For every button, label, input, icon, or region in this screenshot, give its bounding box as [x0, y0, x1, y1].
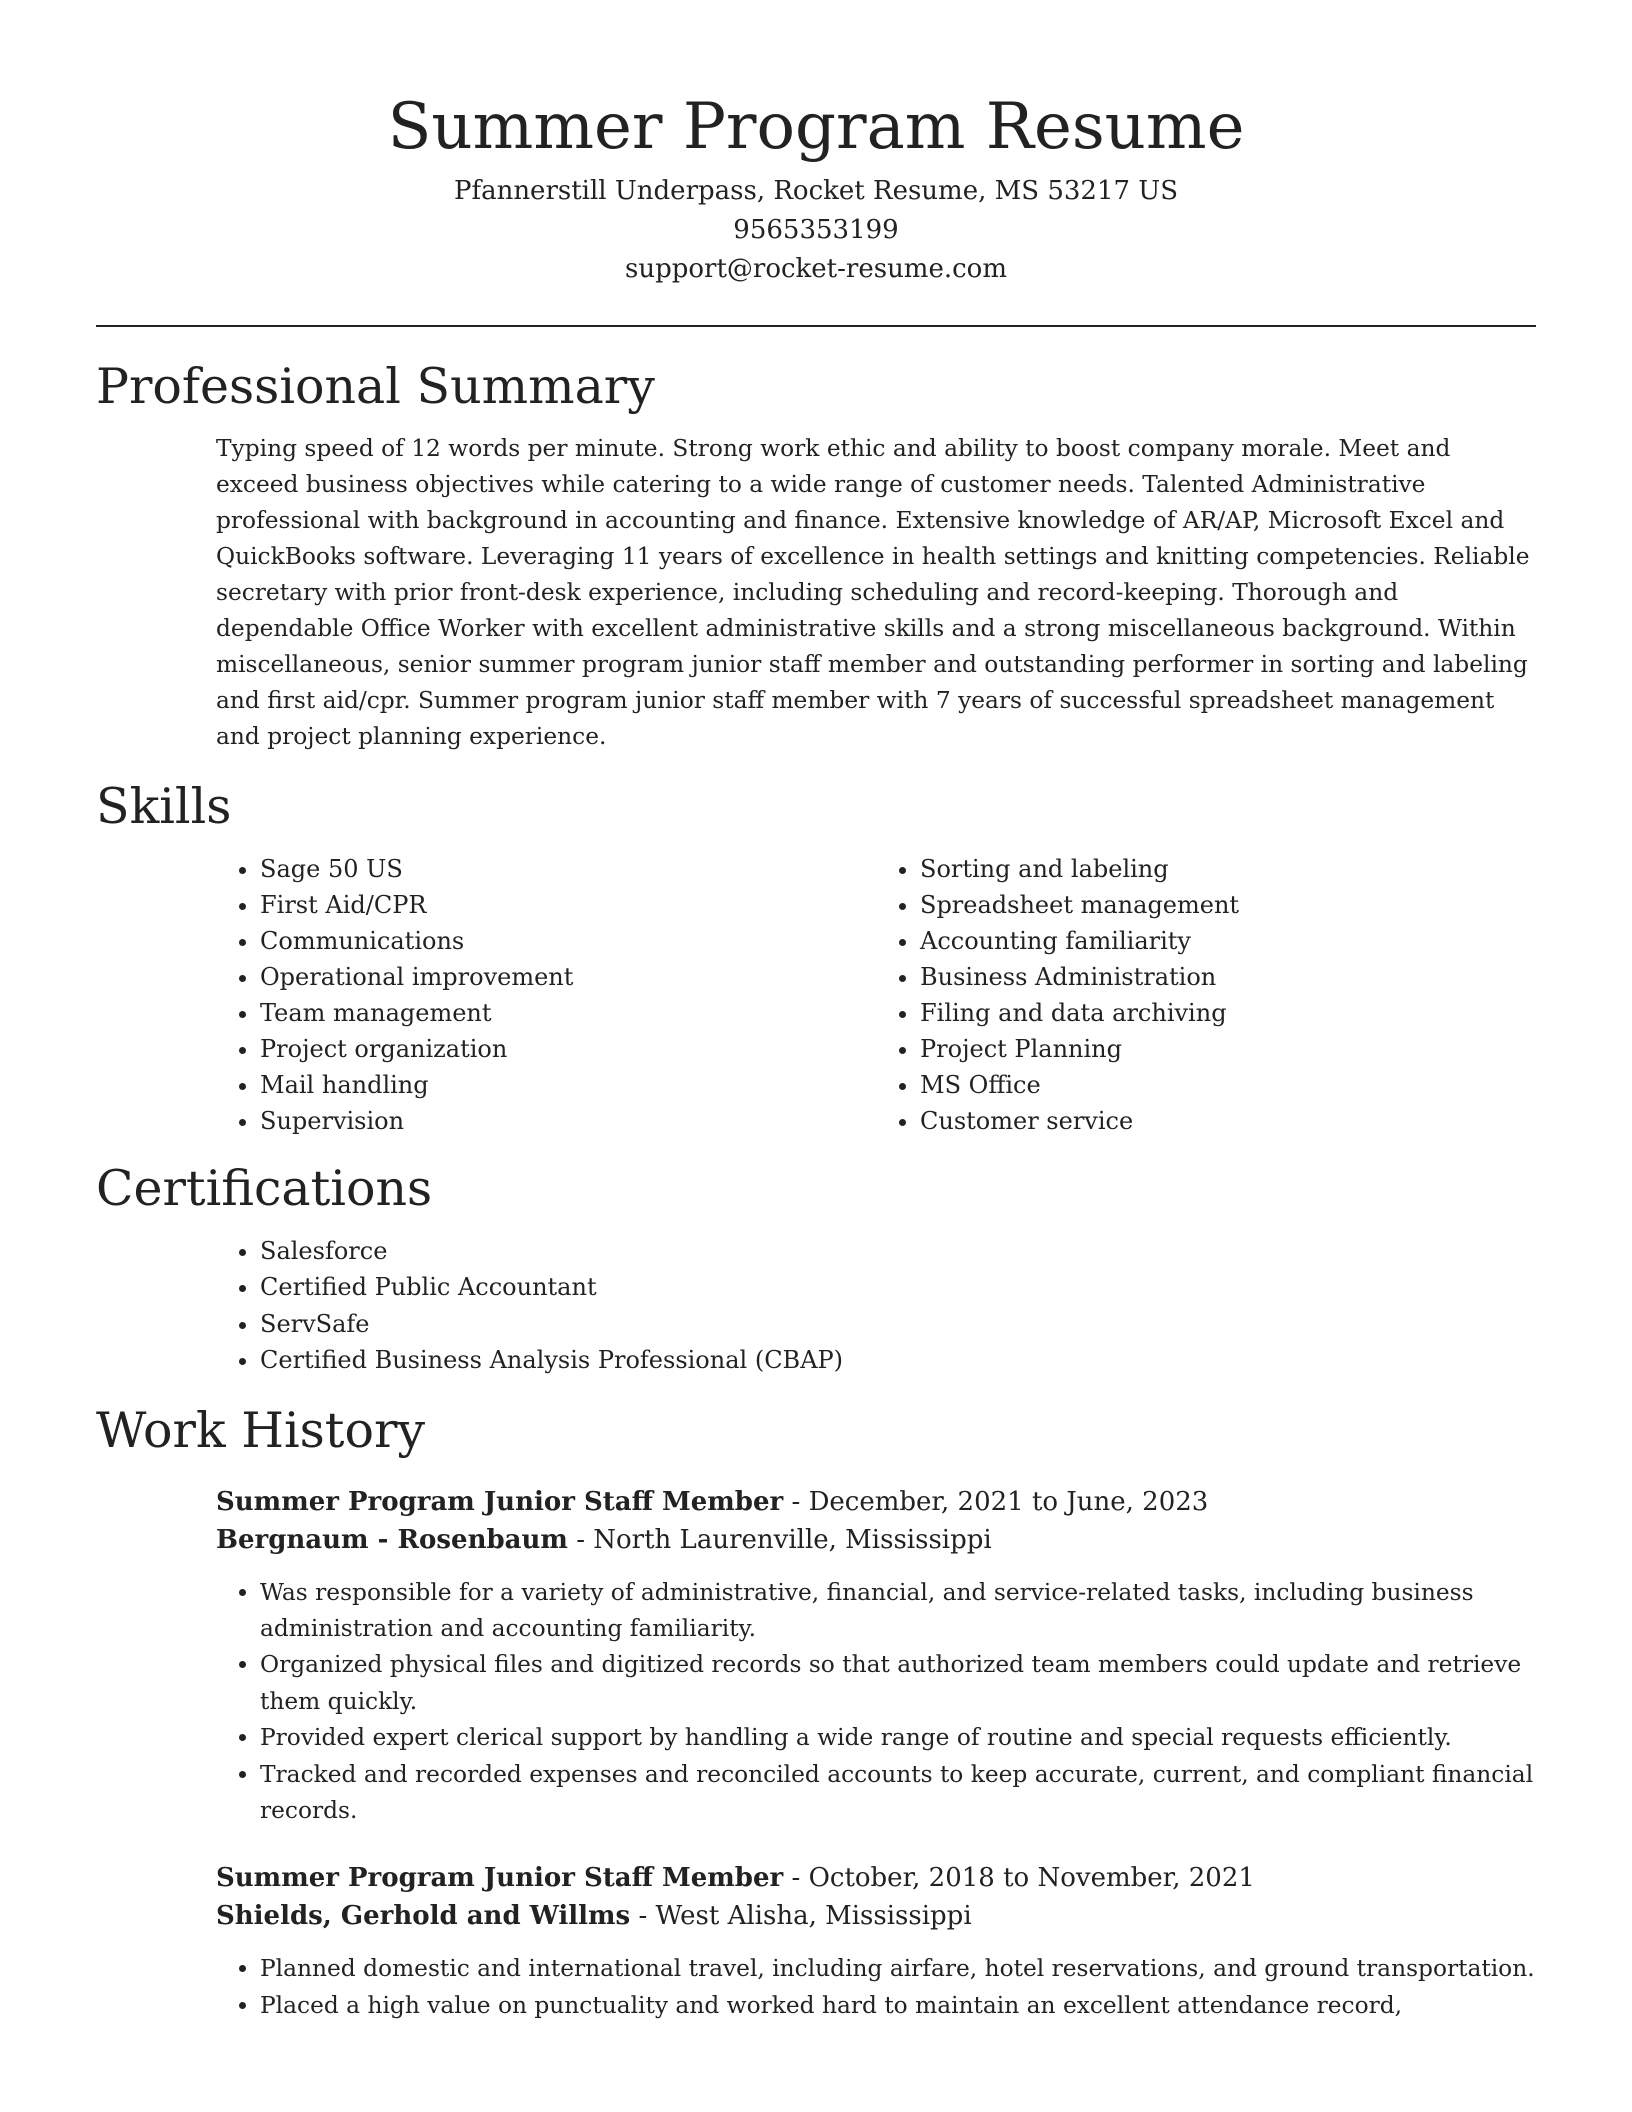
job-entry	[216, 1859, 1536, 2024]
list-item: • Certified Business Analysis Professional (CBAP)	[260, 1342, 1536, 1378]
job-company: Shields, Gerhold and Willms	[216, 1901, 631, 1932]
list-item: • Mail handling	[260, 1067, 876, 1103]
list-item: • First Aid/CPR	[260, 887, 876, 923]
header-divider	[96, 325, 1536, 327]
list-item: • Team management	[260, 995, 876, 1031]
list-item: • Business Administration	[920, 959, 1536, 995]
list-item: • Accounting familiarity	[920, 923, 1536, 959]
certifications-list	[216, 1233, 1536, 1379]
list-item: • Project Planning	[920, 1031, 1536, 1067]
list-item: • Communications	[260, 923, 876, 959]
list-item: • Provided expert clerical support by handling a wide range of routine and special requests efficiently.	[260, 1720, 1536, 1756]
skills-column-left	[216, 851, 876, 1139]
list-item: • Planned domestic and international travel, including airfare, hotel reservations, and ground transportation.	[260, 1951, 1536, 1987]
resume-title: Summer Program Resume	[387, 90, 1245, 164]
job-company-line: Shields, Gerhold and Willms - West Alisha, Mississippi	[216, 1901, 972, 1932]
summary-text: Typing speed of 12 words per minute. Strong work ethic and ability to boost company morale. Meet and exceed business objectives while catering to a wide range of customer needs. Talented Administrative professional with background in accounting and finance. Extensive knowledge of AR/AP, Microsoft Excel and QuickBooks software. Leveraging 11 years of excellence in health settings and knitting competencies. Reliable secretary with prior front-desk experience, including scheduling and record-keeping. Thorough and dependable Office Worker with excellent administrative skills and a strong miscellaneous background. Within miscellaneous, senior summer program junior staff member and outstanding performer in sorting and labeling and first aid/cpr. Summer program junior staff member with 7 years of successful spreadsheet management and project planning experience.	[216, 435, 1530, 750]
phone-number: 9565353199	[733, 215, 899, 245]
job-location: West Alisha, Mississippi	[655, 1901, 972, 1932]
job-company-line: Bergnaum - Rosenbaum - North Laurenville, Mississippi	[216, 1524, 992, 1555]
resume-header	[96, 0, 1536, 289]
skills-column-right	[876, 851, 1536, 1139]
list-item: • Operational improvement	[260, 959, 876, 995]
list-item: • Project organization	[260, 1031, 876, 1067]
list-item: • Placed a high value on punctuality and worked hard to maintain an excellent attendance record,	[260, 1988, 1536, 2024]
job-duties-list	[216, 1575, 1536, 1830]
list-item: • ServSafe	[260, 1306, 1536, 1342]
list-item: • Filing and data archiving	[920, 995, 1536, 1031]
list-item: • Organized physical files and digitized records so that authorized team members could update and retrieve them quickly.	[260, 1647, 1536, 1720]
section-title-summary: Professional Summary	[96, 358, 655, 415]
list-item: • Was responsible for a variety of administrative, financial, and service-related tasks, including business administration and accounting familiarity.	[260, 1575, 1536, 1648]
section-title-skills: Skills	[96, 778, 232, 835]
list-item: • Salesforce	[260, 1233, 1536, 1269]
list-item: • Supervision	[260, 1103, 876, 1139]
job-role-line: Summer Program Junior Staff Member - October, 2018 to November, 2021	[216, 1863, 1255, 1894]
skills-list	[216, 851, 1536, 1139]
list-item: • Sage 50 US	[260, 851, 876, 887]
job-dates: December, 2021 to June, 2023	[808, 1486, 1209, 1517]
email-address: support@rocket-resume.com	[624, 254, 1007, 284]
list-item: • Certified Public Accountant	[260, 1269, 1536, 1305]
list-item: • Tracked and recorded expenses and reconciled accounts to keep accurate, current, and compliant financial records.	[260, 1757, 1536, 1830]
job-role: Summer Program Junior Staff Member	[216, 1863, 784, 1894]
job-company: Bergnaum - Rosenbaum	[216, 1524, 568, 1555]
job-role: Summer Program Junior Staff Member	[216, 1486, 784, 1517]
section-title-work-history: Work History	[96, 1401, 426, 1459]
job-duties-list	[216, 1951, 1536, 2024]
job-entry	[216, 1483, 1536, 1830]
resume-page	[96, 0, 1536, 2024]
job-role-line: Summer Program Junior Staff Member - December, 2021 to June, 2023	[216, 1486, 1209, 1517]
list-item: • Customer service	[920, 1103, 1536, 1139]
job-location: North Laurenville, Mississippi	[593, 1524, 992, 1555]
job-dates: October, 2018 to November, 2021	[808, 1863, 1255, 1894]
list-item: • Spreadsheet management	[920, 887, 1536, 923]
list-item: • Sorting and labeling	[920, 851, 1536, 887]
address: Pfannerstill Underpass, Rocket Resume, MS 53217 US	[453, 176, 1179, 206]
list-item: • MS Office	[920, 1067, 1536, 1103]
section-title-certifications: Certifications	[96, 1160, 433, 1217]
